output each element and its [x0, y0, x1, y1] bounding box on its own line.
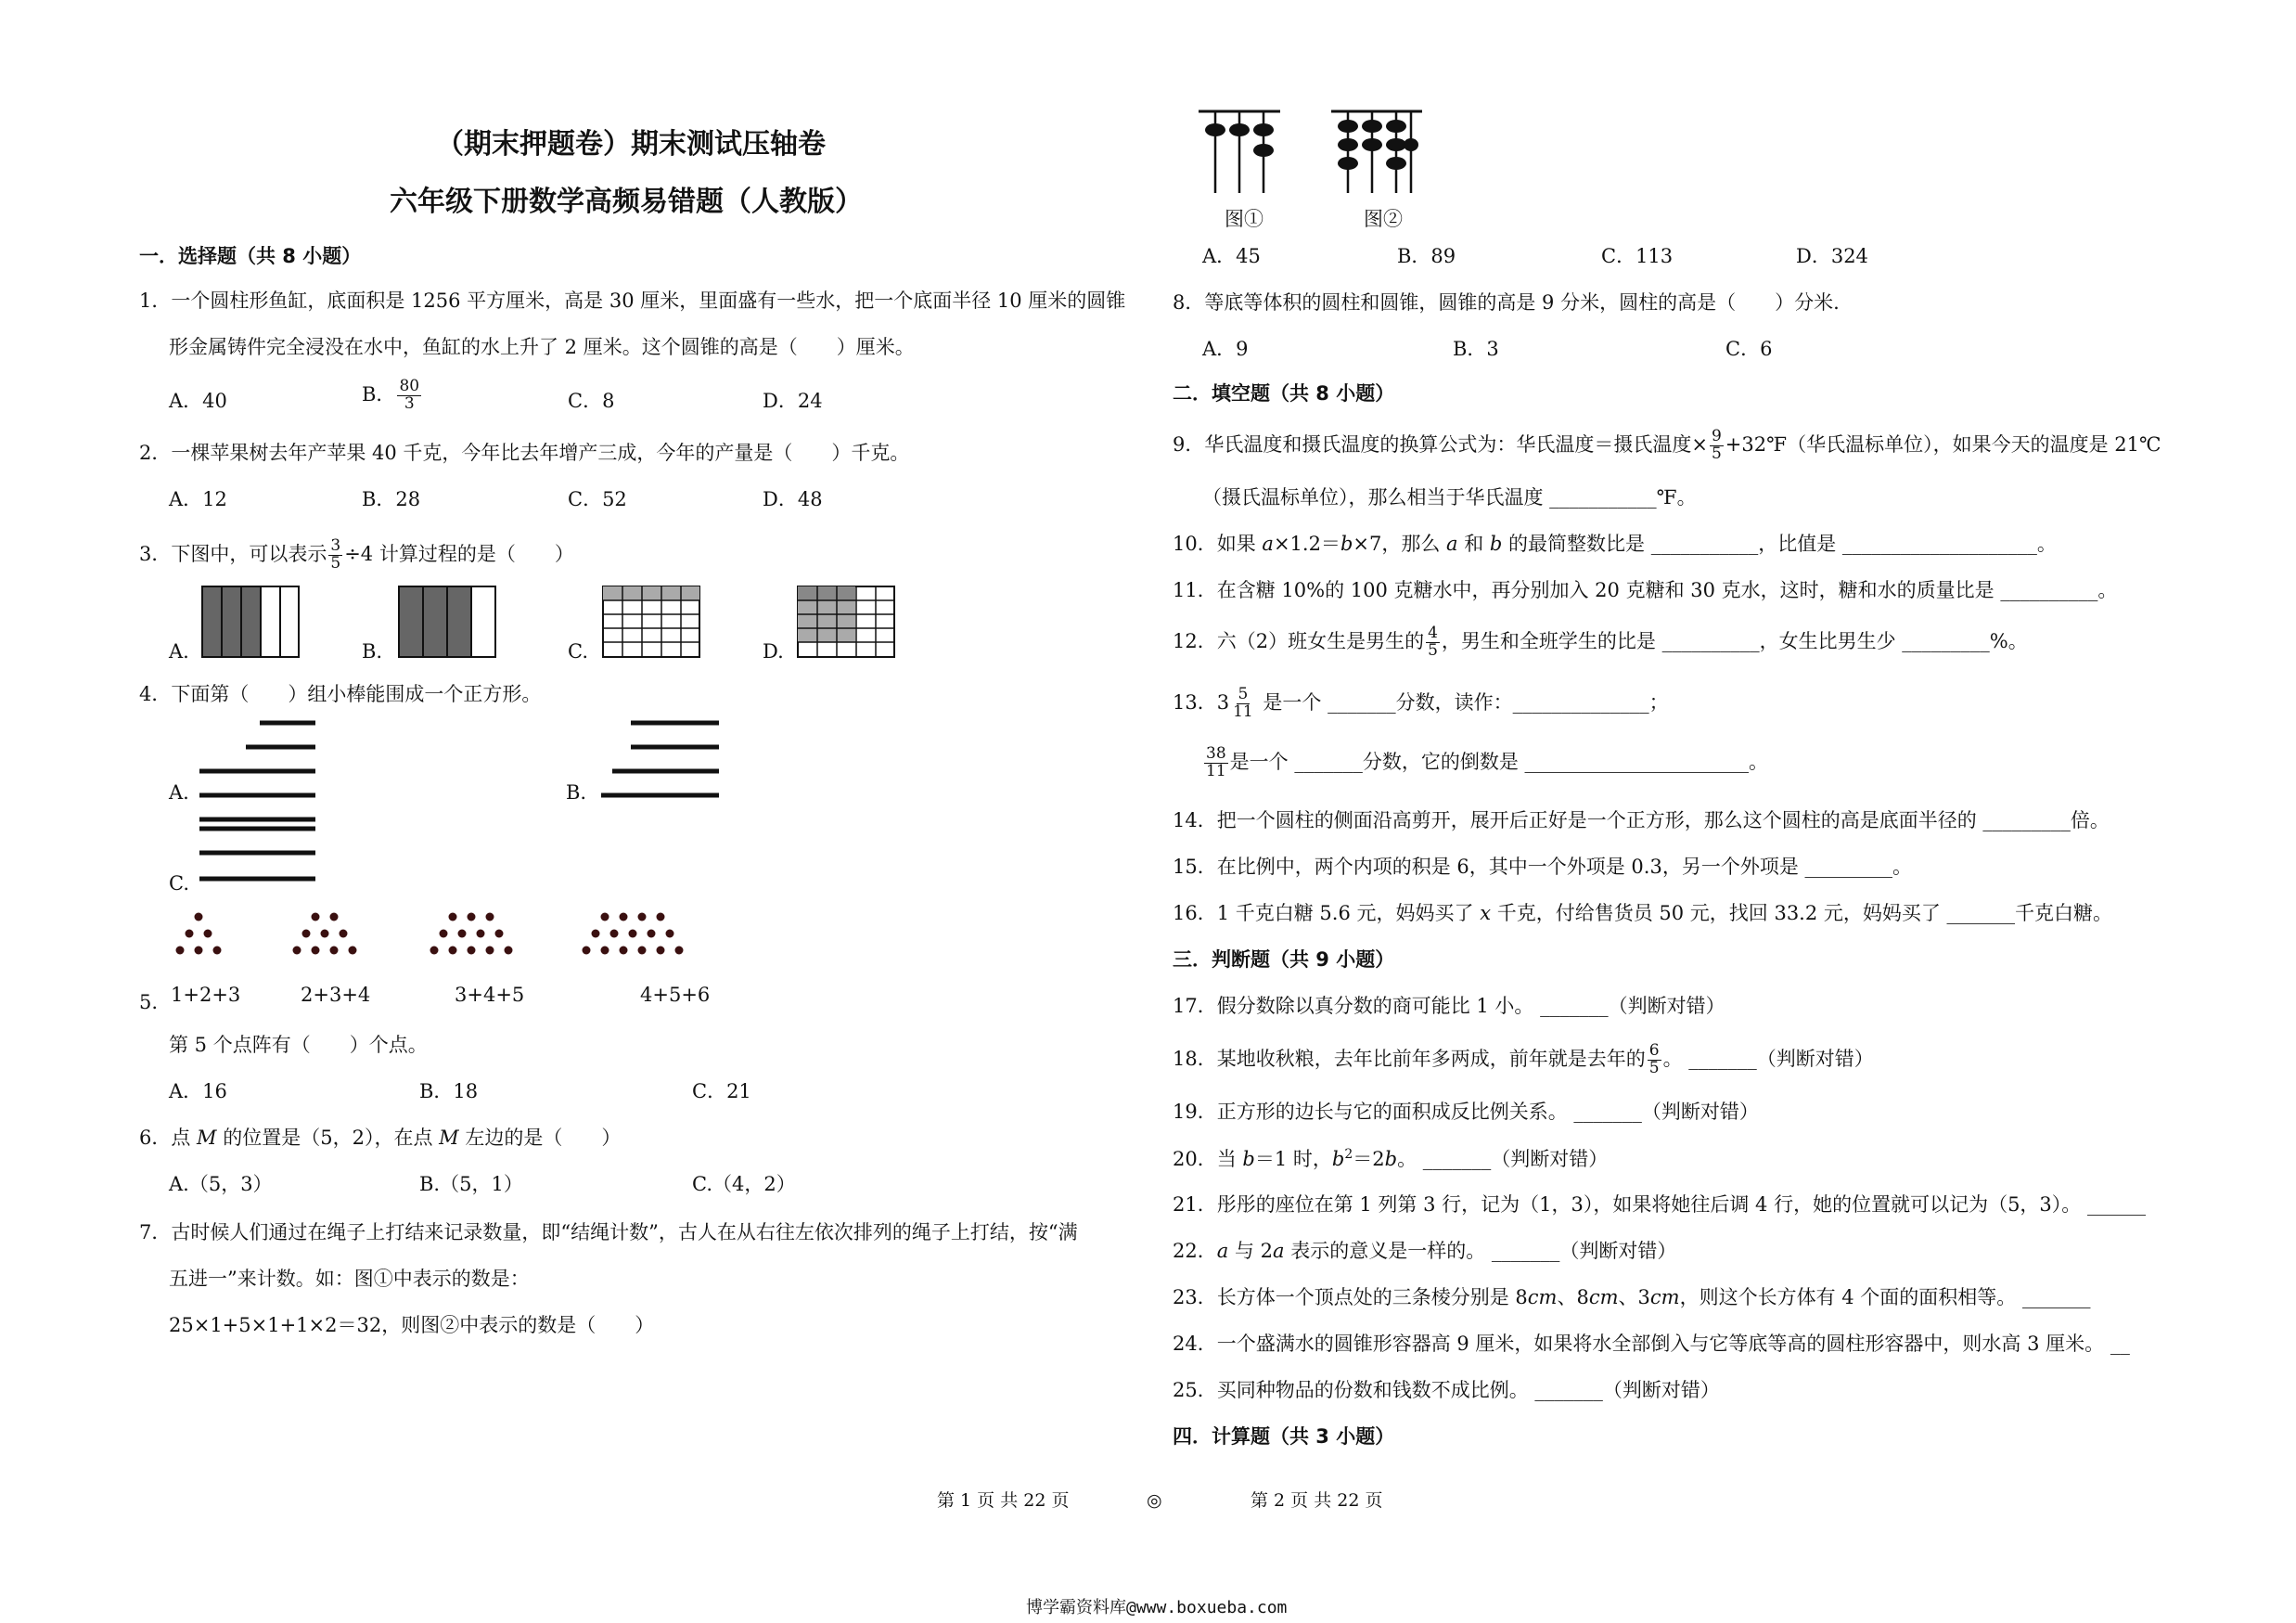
q1-option-a: A．40	[169, 390, 227, 412]
q18-text: 18．某地收秋粮，去年比前年多两成，前年就是去年的 $\frac{6}{5}$ 。 _______（判断对错）	[1173, 1041, 1874, 1077]
q3-text: 3．下图中，可以表示 $\frac{3}{5}$ ÷4 计算过程的是（ ）	[139, 536, 574, 573]
q5-label-2: 2+3+4	[301, 984, 371, 1006]
q4-option-a: A.	[169, 781, 189, 804]
page-separator: ◎	[1147, 1490, 1162, 1511]
q19-text: 19．正方形的边长与它的面积成反比例关系。 _______（判断对错）	[1173, 1101, 1759, 1123]
q3-option-a: A.	[169, 640, 189, 663]
q6-option-b: B.（5，1）	[419, 1173, 523, 1195]
q7-figure-1	[1199, 109, 1282, 195]
q3-option-c: C.	[568, 640, 588, 663]
q2-option-a: A．12	[169, 488, 227, 510]
q5-text: 第 5 个点阵有（ ）个点。	[169, 1034, 428, 1056]
q6-option-a: A.（5，3）	[169, 1173, 273, 1195]
q5-label-3: 3+4+5	[455, 984, 525, 1006]
q7-figure-1-label: 图①	[1225, 208, 1263, 230]
q7-option-c: C．113	[1601, 245, 1674, 267]
q10-text: 10．如果 a×1.2＝b×7，那么 a 和 b 的最简整数比是 ___________，比值是 ____________________。	[1173, 533, 2057, 555]
q13-improper-fraction: $\frac{38}{11}$	[1206, 744, 1226, 780]
q1-text-line2: 形金属铸件完全浸没在水中，鱼缸的水上升了 2 厘米。这个圆锥的高是（ ）厘米。	[169, 336, 915, 358]
q4-figure-c	[195, 826, 325, 891]
q1-option-b: B． $\frac{80}{3}$	[362, 377, 420, 413]
q6-option-c: C.（4，2）	[692, 1173, 796, 1195]
q5-option-a: A．16	[169, 1080, 227, 1102]
q4-figure-b	[594, 720, 724, 804]
q2-option-d: D．48	[763, 488, 823, 510]
page-number-right: 第 2 页 共 22 页	[1251, 1490, 1383, 1511]
q3-fraction: $\frac{3}{5}$	[330, 536, 341, 573]
q4-option-b: B.	[566, 781, 587, 804]
q12-text: 12．六（2）班女生是男生的 $\frac{4}{5}$ ，男生和全班学生的比是 __________，女生比男生少 _________%。	[1173, 624, 2028, 660]
q3-figure-c	[603, 586, 700, 659]
q13-mixed-fraction: $\frac{5}{11}$	[1233, 685, 1253, 721]
q7-text-line3: 25×1+5×1+1×2＝32，则图②中表示的数是（ ）	[169, 1314, 655, 1336]
q5-number: 5.	[139, 991, 159, 1013]
q7-option-a: A．45	[1202, 245, 1261, 267]
q23-text: 23．长方体一个顶点处的三条棱分别是 8cm、8cm、3cm，则这个长方体有 4 个面的面积相等。 _______	[1173, 1286, 2091, 1308]
q7-text-line2: 五进一”来计数。如：图①中表示的数是：	[169, 1268, 530, 1290]
q25-text: 25．买同种物品的份数和钱数不成比例。 _______（判断对错）	[1173, 1379, 1720, 1401]
site-watermark: 博学霸资料库@www.boxueba.com	[1026, 1598, 1288, 1617]
q4-figure-a	[195, 720, 325, 831]
q2-option-c: C．52	[568, 488, 627, 510]
q1-text-line1: 1．一个圆柱形鱼缸，底面积是 1256 平方厘米，高是 30 厘米，里面盛有一些水，把一个底面半径 10 厘米的圆锥	[139, 290, 1126, 312]
q2-text: 2．一棵苹果树去年产苹果 40 千克，今年比去年增产三成，今年的产量是（ ）千克。	[139, 442, 910, 464]
q13-text-line1: 13．3 $\frac{5}{11}$ 是一个 _______分数，读作：______________；	[1173, 685, 1669, 721]
q14-text: 14．把一个圆柱的侧面沿高剪开，展开后正好是一个正方形，那么这个圆柱的高是底面半径的 _________倍。	[1173, 809, 2110, 831]
q24-text: 24．一个盛满水的圆锥形容器高 9 厘米，如果将水全部倒入与它等底等高的圆柱形容器中，则水高 3 厘米。 __	[1173, 1333, 2130, 1355]
q1-option-d: D．24	[763, 390, 823, 412]
q1-option-b-fraction: $\frac{80}{3}$	[399, 377, 420, 413]
q5-option-c: C．21	[692, 1080, 751, 1102]
q8-option-c: C．6	[1725, 338, 1773, 360]
q7-option-d: D．324	[1796, 245, 1868, 267]
q9-fraction: $\frac{9}{5}$	[1711, 427, 1722, 463]
q18-fraction: $\frac{6}{5}$	[1648, 1041, 1660, 1077]
q1-option-c: C．8	[568, 390, 615, 412]
title-line-2: 六年级下册数学高频易错题（人教版）	[390, 186, 863, 218]
q4-text: 4．下面第（ ）组小棒能围成一个正方形。	[139, 683, 542, 705]
q2-option-b: B．28	[362, 488, 421, 510]
q6-text: 6．点 M 的位置是（5，2），在点 M 左边的是（ ）	[139, 1127, 622, 1149]
q17-text: 17．假分数除以真分数的商可能比 1 小。 _______（判断对错）	[1173, 995, 1725, 1017]
q16-text: 16．1 千克白糖 5.6 元，妈妈买了 x 千克，付给售货员 50 元，找回 33.2 元，妈妈买了 _______千克白糖。	[1173, 902, 2113, 924]
q11-text: 11．在含糖 10%的 100 克糖水中，再分别加入 20 克糖和 30 克水，这时，糖和水的质量比是 __________。	[1173, 579, 2118, 601]
q8-option-a: A．9	[1202, 338, 1249, 360]
q5-dot-arrays	[167, 908, 742, 973]
q5-label-4: 4+5+6	[640, 984, 711, 1006]
page-number-left: 第 1 页 共 22 页	[937, 1490, 1070, 1511]
q21-text: 21．彤彤的座位在第 1 列第 3 行，记为（1，3），如果将她往后调 4 行，她的位置就可以记为（5，3）。 ______	[1173, 1193, 2146, 1216]
section-fill-heading: 二．填空题（共 8 小题）	[1173, 382, 1395, 405]
q5-option-b: B．18	[419, 1080, 479, 1102]
q5-label-1: 1+2+3	[171, 984, 241, 1006]
q15-text: 15．在比例中，两个内项的积是 6，其中一个外项是 0.3，另一个外项是 _________。	[1173, 856, 1913, 878]
q12-fraction: $\frac{4}{5}$	[1428, 624, 1438, 660]
q20-text: 20．当 b＝1 时，$b^2=2b$。 _______（判断对错）	[1173, 1147, 1609, 1170]
q9-text-line1: 9．华氏温度和摄氏温度的换算公式为：华氏温度＝摄氏温度× $\frac{9}{5}$ +32℉（华氏温标单位），如果今天的温度是 21℃	[1173, 427, 2161, 463]
q22-text: 22．a 与 2a 表示的意义是一样的。 _______（判断对错）	[1173, 1240, 1677, 1262]
q3-figure-a	[202, 586, 300, 659]
section-choice-heading: 一．选择题（共 8 小题）	[139, 245, 362, 267]
section-judge-heading: 三．判断题（共 9 小题）	[1173, 948, 1395, 971]
q3-figure-d	[798, 586, 895, 659]
q13-text-line2: $\frac{38}{11}$ 是一个 _______分数，它的倒数是 _______________________。	[1206, 744, 1768, 780]
title-line-1: （期末押题卷）期末测试压轴卷	[436, 128, 826, 161]
q7-option-b: B．89	[1397, 245, 1456, 267]
q7-figure-2	[1331, 109, 1424, 195]
q8-text: 8．等底等体积的圆柱和圆锥，圆锥的高是 9 分米，圆柱的高是（ ）分米.	[1173, 291, 1840, 314]
q8-option-b: B．3	[1453, 338, 1499, 360]
q4-option-c: C.	[169, 872, 189, 895]
q3-figure-b	[399, 586, 496, 659]
q3-option-b: B.	[362, 640, 383, 663]
q7-figure-2-label: 图②	[1364, 208, 1403, 230]
q9-text-line2: （摄氏温标单位），那么相当于华氏温度 ___________℉。	[1202, 486, 1697, 509]
section-calc-heading: 四．计算题（共 3 小题）	[1173, 1425, 1395, 1448]
q3-option-d: D.	[763, 640, 784, 663]
q7-text-line1: 7．古时候人们通过在绳子上打结来记录数量，即“结绳计数”，古人在从右往左依次排列的绳子上打结，按“满	[139, 1221, 1078, 1243]
